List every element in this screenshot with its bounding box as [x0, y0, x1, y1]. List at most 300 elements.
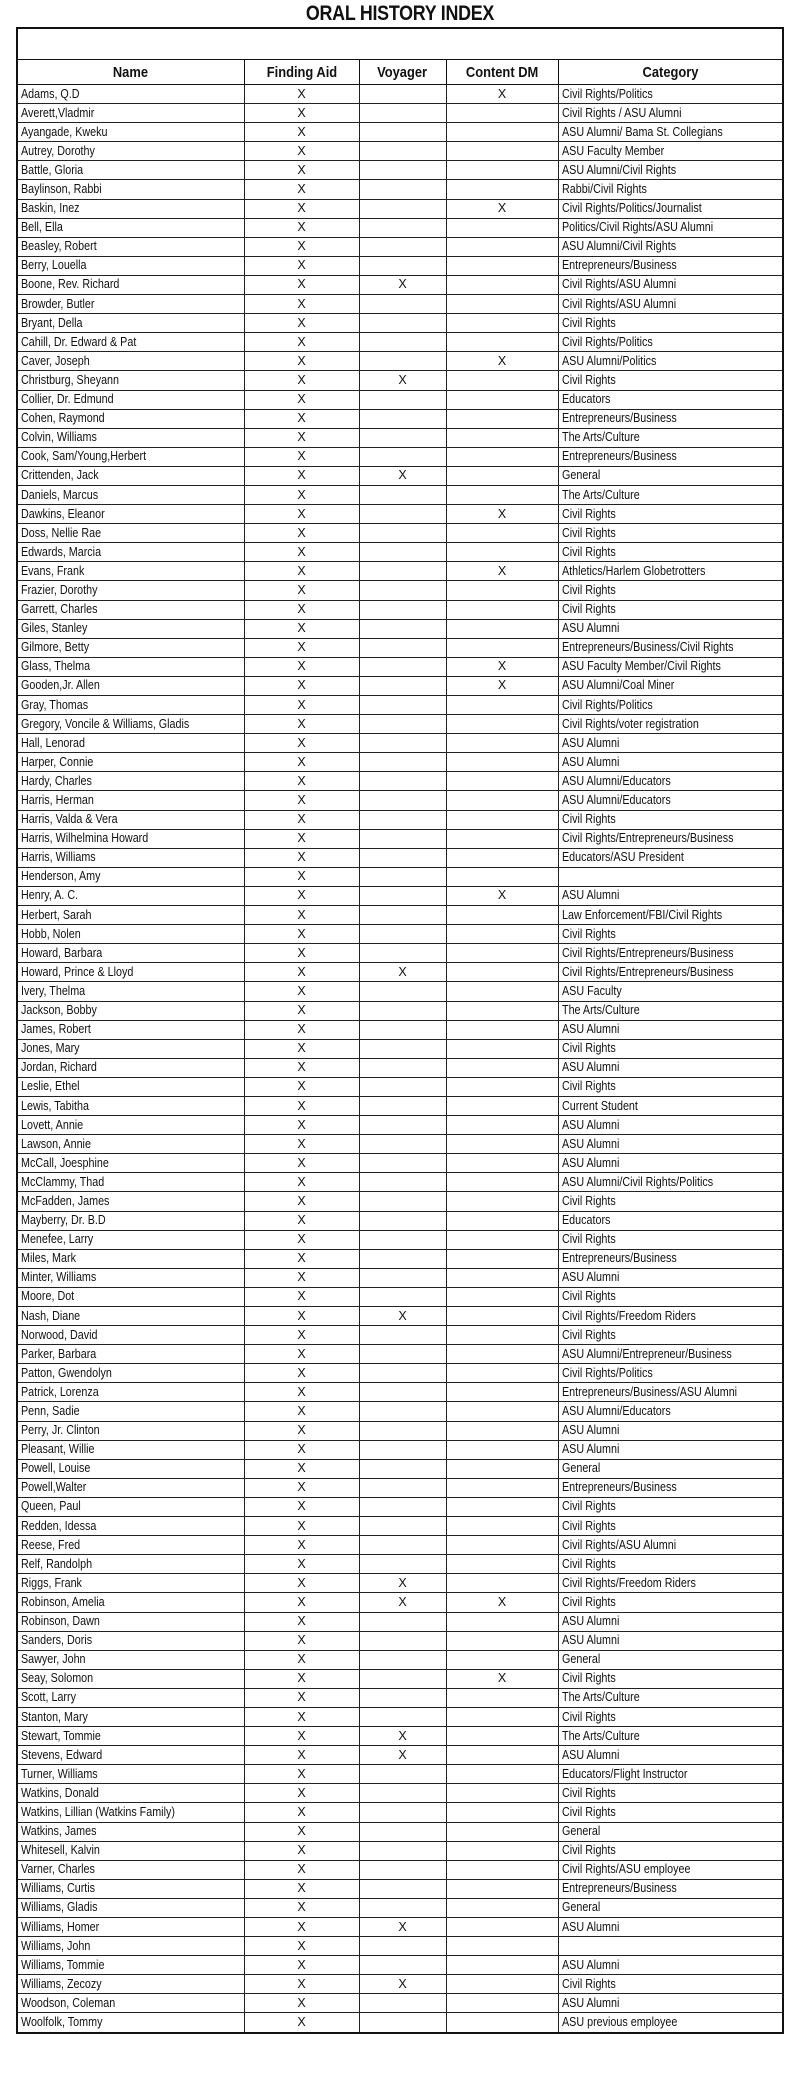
cell-name-text: Powell, Louise [21, 1461, 91, 1476]
table-row [18, 1727, 782, 1746]
cell-category-text: Civil Rights [561, 1594, 616, 1609]
cell-category [558, 1688, 782, 1707]
table-row [18, 199, 782, 218]
cell-name-text: Queen, Paul [21, 1499, 81, 1514]
cell-finding-aid [244, 1154, 359, 1173]
cell-name-text: Herbert, Sarah [21, 907, 92, 922]
cell-finding-aid [244, 829, 359, 848]
cell-category [558, 237, 782, 256]
cell-content-dm [446, 1077, 558, 1096]
cell-voyager [359, 180, 446, 199]
table-row [18, 1326, 782, 1345]
table-row [18, 886, 782, 905]
cell-name [18, 1517, 244, 1536]
cell-name-text: Hobb, Nolen [21, 926, 81, 941]
table-row [18, 600, 782, 619]
cell-content-dm [446, 1249, 558, 1268]
cell-name [18, 371, 244, 390]
column-header-category-label: Category [642, 63, 699, 81]
cell-name-text: Evans, Frank [21, 563, 85, 578]
cell-voyager [359, 906, 446, 925]
cell-voyager [359, 829, 446, 848]
cell-category [558, 1421, 782, 1440]
cell-name-text: Seay, Solomon [21, 1671, 94, 1686]
cell-category [558, 1612, 782, 1631]
cell-voyager [359, 1287, 446, 1306]
table-row [18, 1421, 782, 1440]
column-header-content-dm-label: Content DM [465, 63, 539, 81]
table-row [18, 1478, 782, 1497]
cell-category-text: Civil Rights [561, 602, 616, 617]
cell-name [18, 1287, 244, 1306]
table-row [18, 1536, 782, 1555]
table-row [18, 1746, 782, 1765]
cell-category [558, 734, 782, 753]
cell-finding-aid [244, 314, 359, 333]
cell-category [558, 1364, 782, 1383]
table-row [18, 1918, 782, 1937]
cell-category [558, 906, 782, 925]
table-row [18, 2013, 782, 2032]
cell-category-text: ASU Alumni [561, 1995, 619, 2010]
cell-name-text: Turner, Williams [21, 1766, 98, 1781]
table-row [18, 161, 782, 180]
cell-finding-aid-text: X [297, 1327, 306, 1342]
cell-finding-aid-text: X [297, 220, 306, 235]
cell-name [18, 1421, 244, 1440]
cell-name [18, 409, 244, 428]
table-row [18, 1707, 782, 1726]
cell-name [18, 505, 244, 524]
cell-name-text: Menefee, Larry [21, 1232, 94, 1247]
cell-finding-aid [244, 123, 359, 142]
cell-content-dm [446, 1154, 558, 1173]
cell-name [18, 1669, 244, 1688]
cell-voyager [359, 1192, 446, 1211]
cell-finding-aid [244, 638, 359, 657]
cell-finding-aid [244, 562, 359, 581]
table-row [18, 1058, 782, 1077]
cell-name-text: Beasley, Robert [21, 239, 97, 254]
cell-name-text: Robinson, Dawn [21, 1614, 100, 1629]
cell-name [18, 466, 244, 485]
cell-name [18, 390, 244, 409]
cell-voyager [359, 1364, 446, 1383]
cell-name [18, 142, 244, 161]
cell-content-dm [446, 1612, 558, 1631]
cell-category [558, 371, 782, 390]
cell-finding-aid-text: X [297, 1365, 306, 1380]
cell-category [558, 600, 782, 619]
table-row [18, 810, 782, 829]
table-row [18, 142, 782, 161]
cell-voyager [359, 466, 446, 485]
cell-name [18, 1536, 244, 1555]
table-row [18, 1135, 782, 1154]
cell-finding-aid [244, 543, 359, 562]
cell-name-text: Williams, Homer [21, 1919, 100, 1934]
table-row [18, 676, 782, 695]
cell-content-dm [446, 256, 558, 275]
cell-finding-aid [244, 1746, 359, 1765]
cell-finding-aid-text: X [297, 449, 306, 464]
cell-category [558, 333, 782, 352]
cell-category-text: ASU Alumni [561, 888, 619, 903]
cell-finding-aid-text: X [297, 1155, 306, 1170]
column-header-name [18, 60, 244, 85]
cell-name-text: Baskin, Inez [21, 201, 80, 216]
cell-category [558, 1784, 782, 1803]
cell-name [18, 886, 244, 905]
cell-finding-aid [244, 104, 359, 123]
cell-content-dm [446, 314, 558, 333]
cell-finding-aid [244, 1536, 359, 1555]
cell-content-dm [446, 199, 558, 218]
cell-finding-aid [244, 1975, 359, 1994]
cell-name [18, 1249, 244, 1268]
cell-content-dm [446, 1096, 558, 1115]
table-row [18, 314, 782, 333]
cell-name-text: Bell, Ella [21, 220, 63, 235]
table-row [18, 1593, 782, 1612]
cell-content-dm-text: X [497, 1671, 507, 1686]
cell-category-text: Entrepreneurs/Business/Civil Rights [561, 640, 733, 655]
cell-name-text: Nash, Diane [21, 1308, 81, 1323]
cell-name-text: Harper, Connie [21, 754, 94, 769]
cell-voyager [359, 925, 446, 944]
cell-category-text: ASU Alumni [561, 735, 619, 750]
cell-content-dm [446, 696, 558, 715]
cell-category-text: ASU Alumni [561, 1747, 619, 1762]
cell-content-dm [446, 1860, 558, 1879]
cell-name [18, 1402, 244, 1421]
cell-content-dm [446, 1192, 558, 1211]
cell-category-text: Civil Rights [561, 1976, 616, 1991]
cell-category [558, 1459, 782, 1478]
cell-content-dm [446, 1650, 558, 1669]
cell-name-text: Garrett, Charles [21, 602, 98, 617]
cell-category [558, 1116, 782, 1135]
cell-name-text: Harris, Herman [21, 793, 94, 808]
cell-finding-aid-text: X [297, 1041, 306, 1056]
table-row [18, 1192, 782, 1211]
cell-category-text: General [561, 1824, 600, 1839]
cell-voyager [359, 1707, 446, 1726]
cell-category [558, 1268, 782, 1287]
cell-category-text: Educators/ASU President [561, 850, 684, 865]
cell-content-dm [446, 237, 558, 256]
cell-voyager [359, 1058, 446, 1077]
cell-name [18, 1326, 244, 1345]
cell-content-dm [446, 1383, 558, 1402]
cell-category [558, 1669, 782, 1688]
cell-name [18, 810, 244, 829]
cell-category-text: General [561, 1900, 600, 1915]
cell-content-dm [446, 1440, 558, 1459]
cell-name [18, 123, 244, 142]
cell-finding-aid-text: X [297, 926, 306, 941]
cell-name-text: Jackson, Bobby [21, 1003, 97, 1018]
table-row [18, 925, 782, 944]
cell-content-dm [446, 753, 558, 772]
cell-name [18, 1918, 244, 1937]
cell-category-text: The Arts/Culture [561, 1728, 640, 1743]
cell-category-text: Civil Rights/ASU Alumni [561, 1537, 676, 1552]
cell-category [558, 1249, 782, 1268]
cell-finding-aid [244, 944, 359, 963]
cell-content-dm [446, 1173, 558, 1192]
cell-finding-aid [244, 1383, 359, 1402]
table-row [18, 485, 782, 504]
cell-content-dm [446, 1364, 558, 1383]
cell-category-text: Civil Rights [561, 1193, 616, 1208]
cell-voyager [359, 1898, 446, 1917]
cell-content-dm [446, 180, 558, 199]
cell-content-dm [446, 1421, 558, 1440]
cell-voyager [359, 1077, 446, 1096]
cell-voyager [359, 409, 446, 428]
cell-finding-aid [244, 1937, 359, 1956]
cell-finding-aid [244, 982, 359, 1001]
cell-category-text: ASU Faculty Member/Civil Rights [561, 659, 721, 674]
cell-voyager [359, 295, 446, 314]
cell-category [558, 123, 782, 142]
cell-content-dm [446, 1211, 558, 1230]
cell-category [558, 1765, 782, 1784]
cell-category [558, 1345, 782, 1364]
blank-header-row [18, 29, 782, 60]
cell-voyager [359, 1784, 446, 1803]
cell-finding-aid-text: X [297, 1270, 306, 1285]
cell-voyager [359, 1765, 446, 1784]
cell-finding-aid [244, 1402, 359, 1421]
cell-category-text: ASU Alumni [561, 1270, 619, 1285]
cell-voyager [359, 1230, 446, 1249]
cell-content-dm [446, 1707, 558, 1726]
cell-content-dm [446, 1822, 558, 1841]
cell-finding-aid-text: X [297, 1785, 306, 1800]
table-row [18, 505, 782, 524]
cell-category [558, 256, 782, 275]
cell-category [558, 886, 782, 905]
cell-content-dm [446, 1898, 558, 1917]
cell-category [558, 1860, 782, 1879]
cell-finding-aid-text: X [297, 392, 306, 407]
cell-name-text: Miles, Mark [21, 1251, 76, 1266]
cell-category-text: ASU Alumni [561, 1060, 619, 1075]
cell-finding-aid-text: X [297, 831, 306, 846]
cell-category [558, 447, 782, 466]
cell-voyager [359, 1517, 446, 1536]
cell-category-text: ASU Alumni [561, 1633, 619, 1648]
cell-category-text: Entrepreneurs/Business [561, 258, 677, 273]
cell-name [18, 1173, 244, 1192]
cell-voyager [359, 1421, 446, 1440]
cell-voyager [359, 123, 446, 142]
cell-voyager [359, 657, 446, 676]
cell-finding-aid-text: X [297, 487, 306, 502]
cell-finding-aid [244, 447, 359, 466]
table-row [18, 696, 782, 715]
table-row [18, 1574, 782, 1593]
table-row [18, 1555, 782, 1574]
cell-category-text: Civil Rights/Freedom Riders [561, 1308, 696, 1323]
cell-content-dm [446, 333, 558, 352]
cell-voyager [359, 543, 446, 562]
cell-name [18, 1001, 244, 1020]
cell-finding-aid [244, 1173, 359, 1192]
cell-category [558, 1135, 782, 1154]
cell-finding-aid [244, 1307, 359, 1326]
cell-name-text: Gray, Thomas [21, 697, 89, 712]
cell-finding-aid-text: X [297, 793, 306, 808]
cell-category [558, 1402, 782, 1421]
cell-finding-aid-text: X [297, 1022, 306, 1037]
cell-voyager [359, 1956, 446, 1975]
cell-name [18, 1784, 244, 1803]
cell-name-text: Perry, Jr. Clinton [21, 1423, 100, 1438]
cell-finding-aid-text: X [297, 372, 306, 387]
cell-content-dm [446, 161, 558, 180]
cell-name-text: Christburg, Sheyann [21, 372, 119, 387]
cell-category-text: Entrepreneurs/Business [561, 1881, 677, 1896]
cell-voyager-text: X [398, 1594, 407, 1609]
table-row [18, 1249, 782, 1268]
cell-content-dm [446, 581, 558, 600]
cell-category-text: Entrepreneurs/Business [561, 1480, 677, 1495]
cell-category-text: Civil Rights [561, 1556, 616, 1571]
cell-finding-aid [244, 1727, 359, 1746]
cell-finding-aid-text: X [297, 1881, 306, 1896]
cell-finding-aid-text: X [297, 105, 306, 120]
cell-finding-aid [244, 1001, 359, 1020]
cell-voyager [359, 696, 446, 715]
cell-category [558, 1879, 782, 1898]
cell-finding-aid-text: X [297, 945, 306, 960]
table-row [18, 1841, 782, 1860]
cell-voyager [359, 1879, 446, 1898]
cell-content-dm [446, 295, 558, 314]
table-row [18, 1898, 782, 1917]
cell-content-dm [446, 1536, 558, 1555]
cell-name-text: Relf, Randolph [21, 1556, 93, 1571]
cell-name [18, 1994, 244, 2013]
cell-name-text: Battle, Gloria [21, 162, 84, 177]
table-row [18, 1669, 782, 1688]
cell-name-text: Jordan, Richard [21, 1060, 97, 1075]
cell-voyager [359, 1822, 446, 1841]
cell-name [18, 333, 244, 352]
cell-name-text: Colvin, Williams [21, 430, 97, 445]
cell-finding-aid-text: X [297, 659, 306, 674]
table-row [18, 1116, 782, 1135]
cell-voyager [359, 1727, 446, 1746]
cell-category-text: Civil Rights/Politics [561, 1365, 653, 1380]
cell-voyager [359, 161, 446, 180]
cell-category [558, 944, 782, 963]
cell-finding-aid-text: X [297, 1232, 306, 1247]
cell-category [558, 1631, 782, 1650]
cell-voyager [359, 1020, 446, 1039]
cell-voyager-text: X [398, 1575, 407, 1590]
cell-content-dm [446, 1937, 558, 1956]
cell-name [18, 275, 244, 294]
cell-content-dm [446, 428, 558, 447]
cell-category [558, 1746, 782, 1765]
cell-finding-aid [244, 1421, 359, 1440]
cell-name [18, 1937, 244, 1956]
table-row [18, 1211, 782, 1230]
cell-finding-aid [244, 1822, 359, 1841]
cell-name-text: Browder, Butler [21, 296, 95, 311]
cell-name-text: Henderson, Amy [21, 869, 101, 884]
cell-category-text: Civil Rights/Freedom Riders [561, 1575, 696, 1590]
cell-finding-aid-text: X [297, 1346, 306, 1361]
cell-voyager [359, 1268, 446, 1287]
cell-category-text: Civil Rights/ASU employee [561, 1862, 690, 1877]
cell-finding-aid [244, 1918, 359, 1937]
table-row [18, 772, 782, 791]
cell-finding-aid-text: X [297, 1556, 306, 1571]
cell-name [18, 1975, 244, 1994]
cell-content-dm [446, 447, 558, 466]
cell-category [558, 1975, 782, 1994]
cell-category-text: Civil Rights [561, 315, 616, 330]
cell-finding-aid-text: X [297, 1652, 306, 1667]
cell-voyager [359, 638, 446, 657]
cell-content-dm [446, 1517, 558, 1536]
cell-name-text: Collier, Dr. Edmund [21, 392, 114, 407]
cell-content-dm [446, 676, 558, 695]
column-header-content-dm [446, 60, 558, 85]
cell-name [18, 1727, 244, 1746]
table-row [18, 848, 782, 867]
cell-name [18, 1077, 244, 1096]
cell-content-dm-text: X [497, 563, 507, 578]
cell-category-text: Civil Rights [561, 582, 616, 597]
cell-category-text: ASU Alumni [561, 1423, 619, 1438]
cell-finding-aid-text: X [297, 544, 306, 559]
cell-name-text: Berry, Louella [21, 258, 87, 273]
table-row [18, 619, 782, 638]
cell-category-text: Civil Rights [561, 1499, 616, 1514]
cell-content-dm [446, 1307, 558, 1326]
cell-voyager [359, 1116, 446, 1135]
cell-content-dm [446, 1727, 558, 1746]
cell-voyager [359, 314, 446, 333]
cell-category-text: ASU Alumni [561, 1117, 619, 1132]
cell-category-text: Civil Rights/Politics [561, 697, 653, 712]
cell-category [558, 867, 782, 886]
cell-voyager-text: X [398, 372, 407, 387]
cell-content-dm [446, 505, 558, 524]
cell-finding-aid-text: X [297, 678, 306, 693]
cell-finding-aid-text: X [297, 315, 306, 330]
cell-content-dm [446, 275, 558, 294]
cell-content-dm [446, 791, 558, 810]
cell-content-dm [446, 543, 558, 562]
cell-content-dm [446, 1459, 558, 1478]
cell-category [558, 1956, 782, 1975]
cell-finding-aid [244, 1555, 359, 1574]
table-row [18, 256, 782, 275]
cell-finding-aid [244, 1765, 359, 1784]
cell-finding-aid [244, 180, 359, 199]
cell-name-text: Cook, Sam/Young,Herbert [21, 449, 147, 464]
cell-content-dm [446, 104, 558, 123]
cell-finding-aid [244, 524, 359, 543]
table-row [18, 275, 782, 294]
